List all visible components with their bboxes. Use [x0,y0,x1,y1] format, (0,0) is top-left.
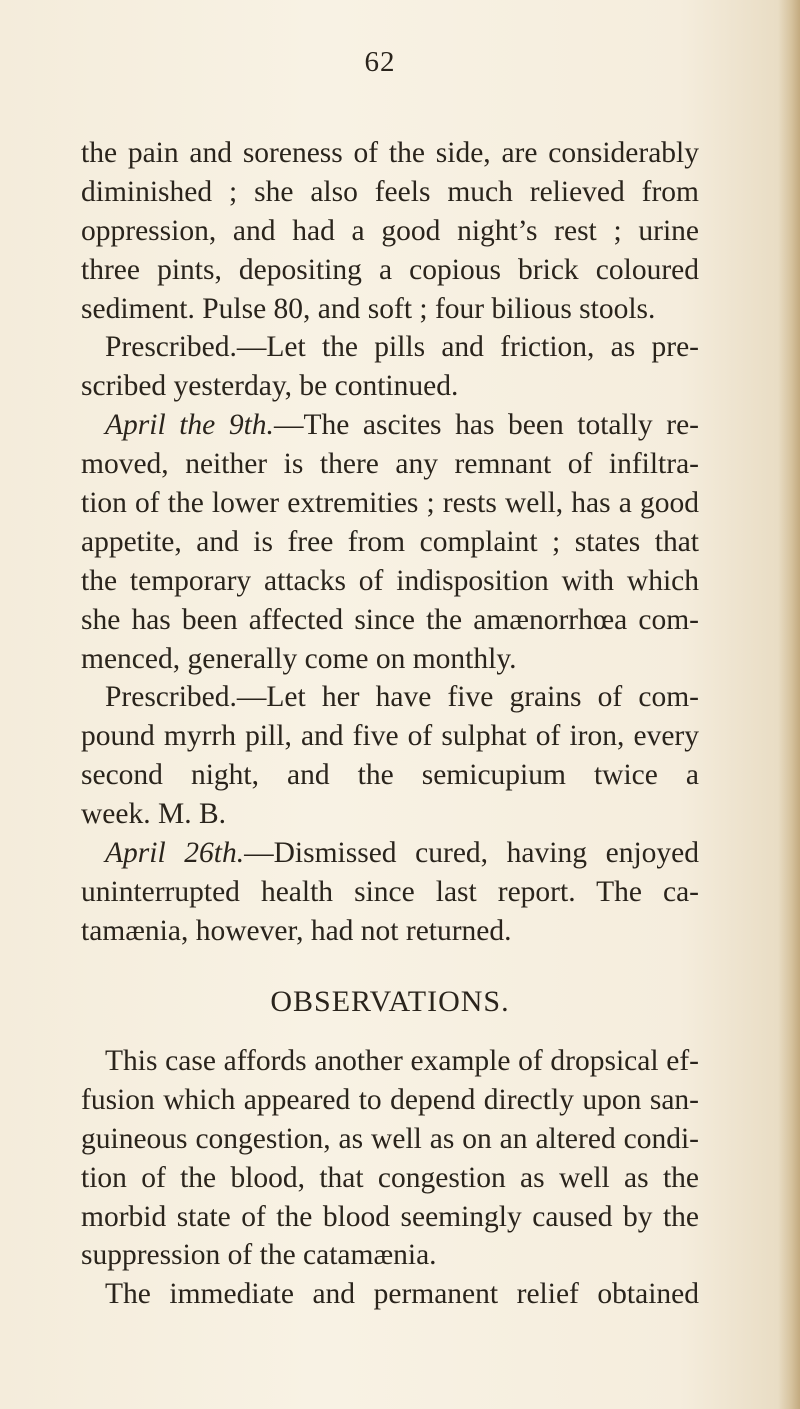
line-text: appetite, and is free from complaint ; states that [81,525,699,558]
text-line [81,406,699,445]
line-text: The immediate and permanent relief obtained [105,1278,699,1311]
text-line [81,523,699,562]
text-line [81,328,699,367]
line-text: the temporary attacks of indisposition with which [81,564,699,597]
text-line [81,134,699,173]
section-heading: OBSERVATIONS. [270,985,510,1018]
entry-date: April the 9th. [105,409,274,442]
line-text: guineous congestion, as well as on an altered condi- [81,1122,699,1155]
page-number: 62 [364,46,396,78]
text-line [81,1081,699,1120]
line-text: uninterrupted health since last report. The ca- [81,875,699,908]
text-line [81,251,699,290]
text-line [81,1275,699,1314]
text-line [81,640,699,679]
line-text: fusion which appeared to depend directly upon san- [81,1083,699,1116]
text-line [81,1198,699,1237]
text-line [81,1236,699,1275]
text-line [81,290,699,329]
line-text: second night, and the semicupium twice a [81,759,699,792]
text-line [81,601,699,640]
text-line [81,717,699,756]
text-line [81,562,699,601]
entry-date: April 26th. [105,837,245,870]
line-text: she has been affected since the amænorrhœa com- [81,603,699,636]
text-line [81,873,699,912]
line-text: Prescribed.—Let the pills and friction, as pre- [105,331,699,364]
text-line [81,678,699,717]
line-text: morbid state of the blood seemingly caused by the [81,1200,699,1233]
line-text: —The ascites has been totally re- [273,409,699,442]
text-line [81,912,699,951]
text-line [81,1120,699,1159]
line-text: pound myrrh pill, and five of sulphat of iron, every [81,720,699,753]
text-line [81,795,699,834]
line-text: the pain and soreness of the side, are considerably [81,137,699,169]
page-edge-shadow [778,0,800,1409]
line-text: sediment. Pulse 80, and soft ; four bilious stools. [81,292,656,325]
line-text: scribed yesterday, be continued. [81,370,459,403]
line-text: tamænia, however, had not returned. [81,914,512,947]
line-text: tion of the blood, that congestion as well as the [81,1161,699,1194]
line-text: tion of the lower extremities ; rests well, has a good [81,487,699,520]
text-line [81,1159,699,1198]
text-line [81,173,699,212]
text-line [81,445,699,484]
case-report-text [81,134,699,951]
text-line [81,367,699,406]
line-text: suppression of the catamænia. [81,1239,437,1272]
line-text: moved, neither is there any remnant of infiltra- [81,448,699,481]
line-text: Prescribed.—Let her have five grains of com- [105,681,699,714]
text-line [81,834,699,873]
text-line [81,1042,699,1081]
line-text: diminished ; she also feels much relieved from [81,175,699,208]
text-line [81,212,699,251]
text-line [81,756,699,795]
text-line [81,484,699,523]
line-text: This case affords another example of dropsical ef- [105,1045,699,1077]
line-text: oppression, and had a good night’s rest ; urine [81,214,699,247]
line-text: menced, generally come on monthly. [81,642,517,675]
line-text: —Dismissed cured, having enjoyed [244,837,699,870]
line-text: three pints, depositing a copious brick coloured [81,253,699,286]
line-text: week. M. B. [81,798,227,831]
observations-text [81,1042,699,1314]
